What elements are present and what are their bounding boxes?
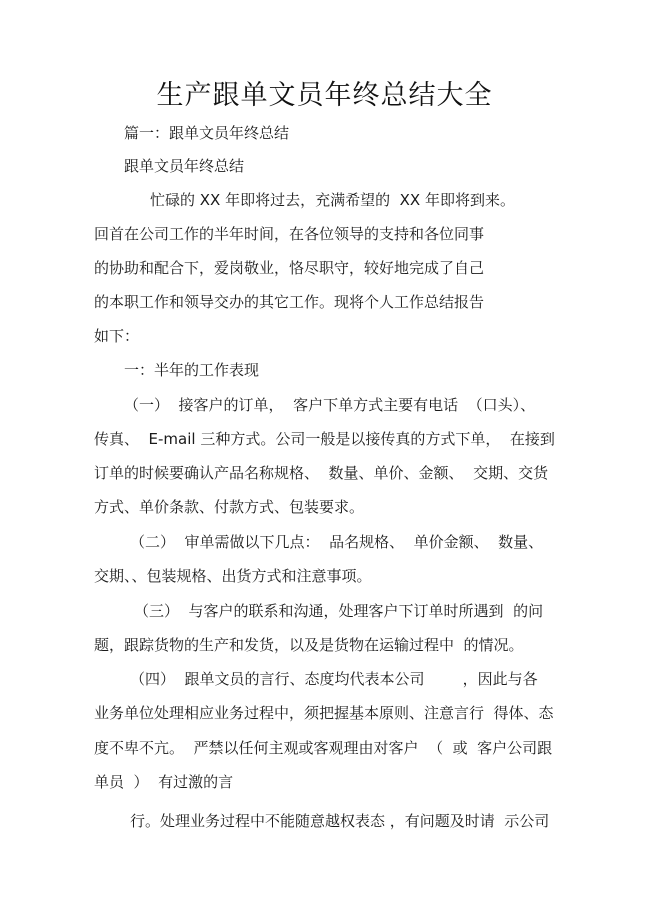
document-title: 生产跟单文员年终总结大全 (156, 80, 493, 111)
section-heading: 一：半年的工作表现 (124, 361, 260, 379)
paragraph-line: 的协助和配合下，爱岗敬业，恪尽职守，较好地完成了自己 (94, 259, 485, 277)
paragraph-line: （三） 与客户的联系和沟通，处理客户下订单时所遇到 的问 (134, 602, 544, 620)
paragraph-line: 题，跟踪货物的生产和发货，以及是货物在运输过程中 的情况。 (94, 636, 524, 654)
paragraph-line: （四） 跟单文员的言行、态度均代表本公司 ，因此与各 (130, 670, 538, 688)
paragraph-line: 交期、、包装规格、出货方式和注意事项。 (94, 567, 372, 585)
paragraph-line: 方式、单价条款、付款方式、包装要求。 (94, 498, 365, 516)
paragraph-line: 行。处理业务过程中不能随意越权表态 ，有问题及时请 示公司 (130, 812, 550, 830)
paragraph-line: 度不卑不亢。 严禁以任何主观或客观理由对客户 （ 或 客户公司跟 (94, 739, 553, 757)
paragraph-line: 回首在公司工作的半年时间，在各位领导的支持和各位同事 (94, 225, 485, 243)
paragraph-line: 业务单位处理相应业务过程中，须把握基本原则、注意言行 得体、态 (94, 704, 554, 722)
paragraph-line: 订单的时候要确认产品名称规格、 数量、单价、金额、 交期、交货 (94, 464, 549, 482)
subheading: 跟单文员年终总结 (124, 157, 245, 175)
paragraph-line: 单员 ） 有过激的言 (94, 773, 234, 791)
paragraph-line: 的本职工作和领导交办的其它工作。现将个人工作总结报告 (94, 293, 485, 311)
paragraph-line: 忙碌的 XX 年即将过去，充满希望的 XX 年即将到来。 (150, 191, 515, 209)
paragraph-line: 传真、 E-mail 三种方式。公司一般是以接传真的方式下单， 在接到 (94, 430, 555, 448)
section-heading: 篇一：跟单文员年终总结 (124, 124, 290, 142)
paragraph-line: （二） 审单需做以下几点： 品名规格、 单价金额、 数量、 (130, 533, 544, 551)
paragraph-line: （一） 接客户的订单， 客户下单方式主要有电话 （口头）、 (124, 396, 536, 414)
paragraph-line: 如下： (94, 327, 140, 345)
